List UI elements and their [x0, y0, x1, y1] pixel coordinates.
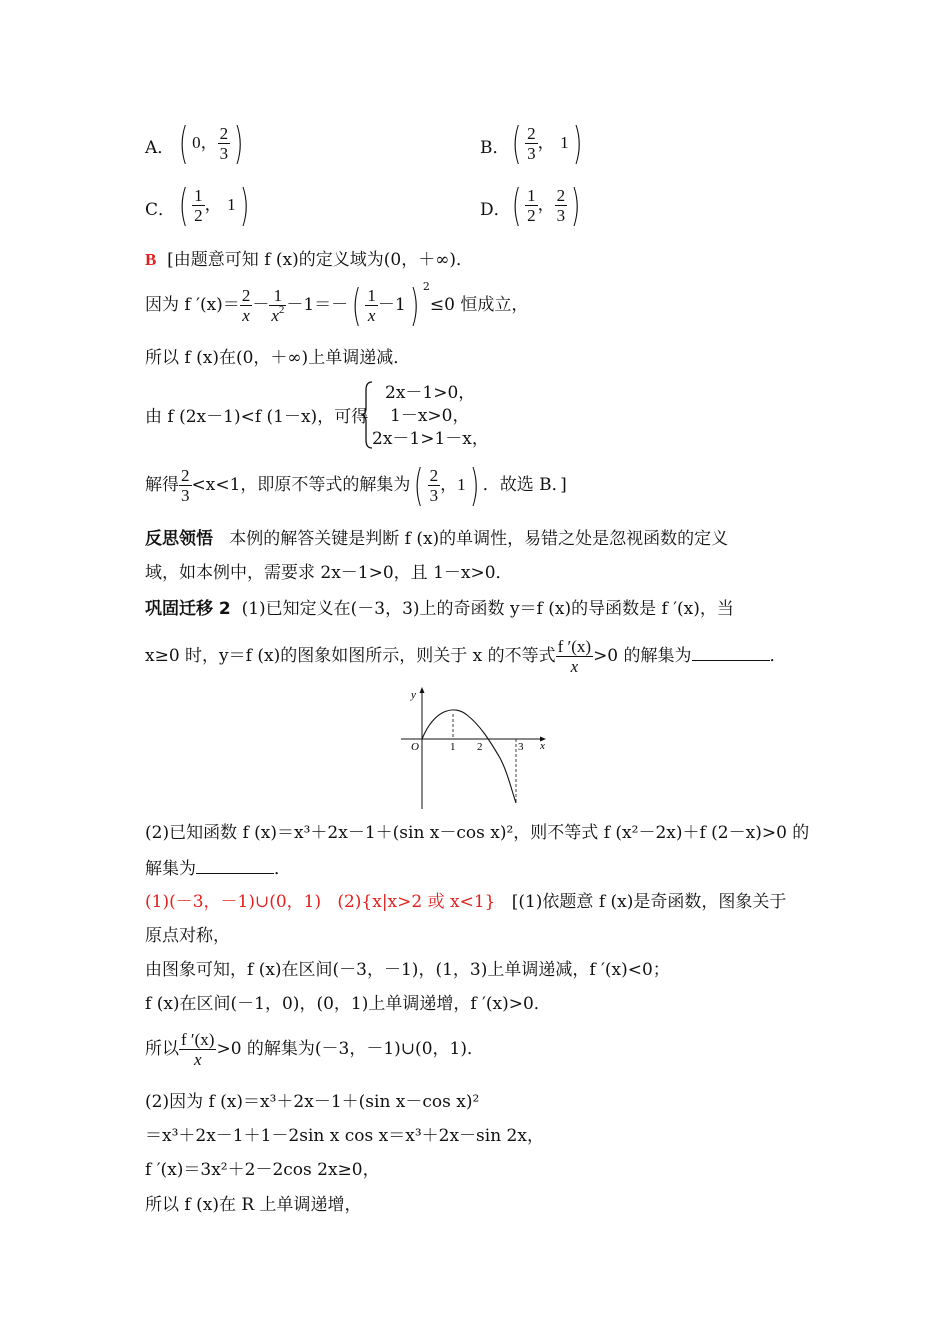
option-b: [480, 138, 510, 158]
solution-2-line-8: f ′(x)＝3x²＋2－2cos 2x≥0，: [145, 1160, 380, 1180]
option-a: [145, 138, 174, 158]
system-line-3: 2x－1>1－x，: [372, 429, 489, 449]
reflection-title: 反思领悟: [145, 529, 213, 549]
answer-2: (2){x|x>2 或 x<1}: [337, 892, 496, 912]
answer-blank-2: [196, 857, 274, 874]
origin-label: O: [411, 741, 419, 753]
option-a-interval: ( 0， $\frac{2}{3}$ ): [178, 117, 244, 169]
solution-1-line-1: B [由题意可知 f (x)的定义域为(0，＋∞)．: [145, 250, 473, 270]
solution-1-line-5: 解得 $\frac{2}{3}$ <x<1，即原不等式的解集为( $\frac{2}{3}$ ，1) ．故选 B．]: [145, 459, 567, 511]
solution-1-line-3: 所以 f (x)在(0，＋∞)上单调递减．: [145, 348, 411, 368]
solution-2-line-4: f (x)在区间(－1，0)，(0，1)上单调递增，f ′(x)>0．: [145, 994, 551, 1014]
option-c-interval: ( $\frac{1}{2}$ ， 1): [178, 179, 249, 231]
x-axis-label: x: [540, 740, 545, 752]
tick-1: 1: [450, 741, 456, 753]
question-2-line-1: (2)已知函数 f (x)＝x³＋2x－1＋(sin x－cos x)²，则不等式 f (x²－2x)＋f (2－x)>0 的: [145, 823, 810, 843]
tick-3: 3: [518, 741, 524, 753]
option-d-label: D．: [480, 200, 511, 220]
y-axis-arrow: [420, 687, 425, 693]
option-b-interval: ( $\frac{2}{3}$ ， 1): [511, 117, 582, 169]
option-a-label: A．: [145, 138, 175, 158]
curve: [422, 710, 516, 803]
consolidate-line-1: 巩固迁移 2 (1)已知定义在(－3，3)上的奇函数 y＝f (x)的导函数是 f ′(x)，当: [145, 599, 734, 619]
solution-2-line-2: 原点对称，: [145, 926, 230, 946]
reflection-line-2: 域，如本例中，需要求 2x－1>0，且 1－x>0．: [145, 563, 513, 583]
solution-1-line-4: 由 f (2x－1)<f (1－x)，可得: [145, 407, 369, 427]
solution-2-line-6: (2)因为 f (x)＝x³＋2x－1＋(sin x－cos x)²: [145, 1092, 480, 1112]
option-c-label: C．: [145, 200, 176, 220]
solution-2-line-5: 所以 $\frac{f '(x)}{x}$ >0 的解集为(－3，－1)∪(0，1)．: [145, 1030, 484, 1069]
solution-1-line-2: 因为 f ′(x)＝ $\frac{2}{x}$ － $\frac{1}{x^2}$ －1＝－( $\frac{1}{x}$ －1) $^2$≤0 恒成立，: [145, 279, 529, 331]
function-graph: [395, 683, 560, 811]
consolidate-line-2: x≥0 时，y＝f (x)的图象如图所示，则关于 x 的不等式 $\frac{f '(x)}{x}$ >0 的解集为 ．: [145, 637, 787, 676]
answer-blank-1: [692, 644, 770, 661]
y-axis-label: y: [411, 689, 416, 701]
solution-2-line-3: 由图象可知，f (x)在区间(－3，－1)，(1，3)上单调递减，f ′(x)<0；: [145, 960, 670, 980]
solution-2-line-7: ＝x³＋2x－1＋1－2sin x cos x＝x³＋2x－sin 2x，: [145, 1126, 544, 1146]
reflection-line-1: 反思领悟 本例的解答关键是判断 f (x)的单调性，易错之处是忽视函数的定义: [145, 529, 729, 549]
answer-1: (1)(－3，－1)∪(0，1): [145, 892, 322, 912]
solution-2-line-1: (1)(－3，－1)∪(0，1) (2){x|x>2 或 x<1} [(1)依题意 f (x)是奇函数，图象关于: [145, 892, 787, 912]
option-b-label: B．: [480, 138, 510, 158]
option-d: [480, 200, 511, 220]
system-line-1: 2x－1>0，: [385, 383, 476, 403]
consolidate-title: 巩固迁移 2: [145, 599, 231, 619]
option-c: [145, 200, 175, 220]
answer-badge: B: [145, 250, 157, 269]
tick-2: 2: [477, 741, 483, 753]
system-line-2: 1－x>0，: [390, 406, 470, 426]
question-2-line-2: 解集为 ．: [145, 859, 291, 879]
solution-2-line-9: 所以 f (x)在 R 上单调递增，: [145, 1195, 362, 1215]
option-d-interval: ( $\frac{1}{2}$ ， $\frac{2}{3}$ ): [511, 179, 581, 231]
